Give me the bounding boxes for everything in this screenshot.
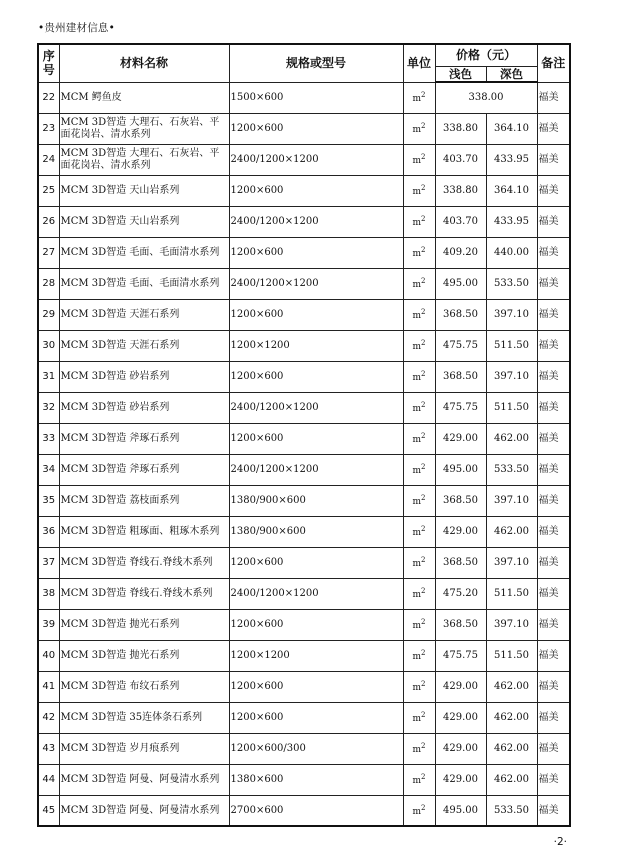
unit-base: m [412,248,422,259]
table-row [38,392,570,423]
price-light: 403.70 [435,206,486,237]
page-number: ·2· [553,836,567,848]
price-light: 429.00 [435,516,486,547]
row-number: 26 [38,206,59,237]
row-number: 23 [38,113,59,144]
table-row [38,733,570,764]
table-row [38,485,570,516]
table-row [38,640,570,671]
row-number: 44 [38,764,59,795]
unit-base: m [412,465,422,476]
unit-power: 2 [421,214,426,223]
price-dark: 533.50 [486,454,537,485]
unit-base: m [412,279,422,290]
spec-value: 1200×600 [229,671,403,702]
price-dark: 511.50 [486,578,537,609]
price-light: 475.20 [435,578,486,609]
price-dark: 397.10 [486,361,537,392]
spec-value: 1380×600 [229,764,403,795]
unit-cell [403,237,435,268]
unit-cell [403,485,435,516]
unit-base: m [412,403,422,414]
table-row [38,361,570,392]
table-row [38,423,570,454]
price-dark: 397.10 [486,299,537,330]
spec-value: 2400/1200×1200 [229,392,403,423]
material-name: MCM 3D智造 砂岩系列 [59,361,229,392]
material-name: MCM 3D智造 大理石、石灰岩、平面花岗岩、清水系列 [59,113,229,144]
note-cell: 福美 [537,299,570,330]
unit-cell [403,268,435,299]
row-number: 35 [38,485,59,516]
price-dark: 462.00 [486,702,537,733]
page-header: •贵州建材信息• [38,22,115,34]
column-header-unit: 单位 [403,44,435,82]
row-number: 24 [38,144,59,175]
spec-value: 1500×600 [229,82,403,113]
price-light: 368.50 [435,609,486,640]
column-header-no-line1: 序 [42,49,55,64]
unit-cell [403,795,435,826]
column-header-light: 浅色 [435,66,486,82]
unit-cell [403,299,435,330]
spec-value: 1200×600/300 [229,733,403,764]
unit-base: m [412,310,422,321]
price-light: 403.70 [435,144,486,175]
material-name: MCM 3D智造 毛面、毛面清水系列 [59,268,229,299]
spec-value: 1200×600 [229,175,403,206]
spec-value: 1200×1200 [229,330,403,361]
unit-power: 2 [421,462,426,471]
unit-cell [403,671,435,702]
note-cell: 福美 [537,640,570,671]
material-name: MCM 3D智造 布纹石系列 [59,671,229,702]
unit-cell [403,392,435,423]
unit-base: m [412,775,422,786]
spec-value: 1200×600 [229,361,403,392]
material-name: MCM 3D智造 阿曼、阿曼清水系列 [59,795,229,826]
price-light: 475.75 [435,392,486,423]
unit-cell [403,330,435,361]
spec-value: 2400/1200×1200 [229,454,403,485]
material-name: MCM 3D智造 天山岩系列 [59,206,229,237]
unit-base: m [412,434,422,445]
note-cell: 福美 [537,175,570,206]
spec-value: 1200×600 [229,113,403,144]
unit-power: 2 [421,152,426,161]
note-cell: 福美 [537,361,570,392]
note-cell: 福美 [537,671,570,702]
unit-cell [403,423,435,454]
unit-power: 2 [421,617,426,626]
unit-base: m [412,527,422,538]
unit-cell [403,144,435,175]
material-name: MCM 3D智造 脊线石.脊线木系列 [59,547,229,578]
unit-power: 2 [421,276,426,285]
price-light: 429.00 [435,764,486,795]
note-cell: 福美 [537,237,570,268]
table-row [38,330,570,361]
spec-value: 1200×600 [229,702,403,733]
table-row [38,299,570,330]
spec-value: 1200×600 [229,299,403,330]
row-number: 34 [38,454,59,485]
table-row [38,578,570,609]
unit-cell [403,516,435,547]
unit-base: m [412,124,422,135]
material-name: MCM 3D智造 脊线石.脊线木系列 [59,578,229,609]
note-cell: 福美 [537,268,570,299]
unit-cell [403,454,435,485]
unit-cell [403,82,435,113]
price-dark: 462.00 [486,671,537,702]
note-cell: 福美 [537,423,570,454]
price-dark: 440.00 [486,237,537,268]
price-dark: 364.10 [486,113,537,144]
table-row [38,702,570,733]
table-row [38,547,570,578]
price-dark: 533.50 [486,795,537,826]
unit-cell [403,547,435,578]
note-cell: 福美 [537,609,570,640]
material-name: MCM 3D智造 大理石、石灰岩、平面花岗岩、清水系列 [59,144,229,175]
material-name: MCM 3D智造 毛面、毛面清水系列 [59,237,229,268]
price-light: 429.00 [435,702,486,733]
price-light: 409.20 [435,237,486,268]
price-light: 495.00 [435,795,486,826]
price-dark: 364.10 [486,175,537,206]
material-name: MCM 3D智造 抛光石系列 [59,609,229,640]
column-header-name: 材料名称 [59,44,229,82]
table-row [38,268,570,299]
price-light: 368.50 [435,299,486,330]
table-row [38,764,570,795]
unit-power: 2 [421,245,426,254]
unit-cell [403,640,435,671]
unit-base: m [412,620,422,631]
unit-base: m [412,186,422,197]
material-name: MCM 鳄鱼皮 [59,82,229,113]
unit-base: m [412,93,422,104]
price-dark: 397.10 [486,547,537,578]
table-row [38,237,570,268]
unit-power: 2 [421,121,426,130]
material-name: MCM 3D智造 天涯石系列 [59,299,229,330]
material-name: MCM 3D智造 荔枝面系列 [59,485,229,516]
unit-power: 2 [421,369,426,378]
column-header-note: 备注 [537,44,570,82]
material-name: MCM 3D智造 粗琢面、粗琢木系列 [59,516,229,547]
spec-value: 1380/900×600 [229,516,403,547]
spec-value: 2400/1200×1200 [229,144,403,175]
table-row [38,516,570,547]
row-number: 36 [38,516,59,547]
note-cell: 福美 [537,764,570,795]
row-number: 22 [38,82,59,113]
spec-value: 2400/1200×1200 [229,578,403,609]
material-name: MCM 3D智造 斧琢石系列 [59,454,229,485]
table-row [38,609,570,640]
unit-cell [403,361,435,392]
spec-value: 1200×600 [229,609,403,640]
column-header-no [38,44,59,82]
note-cell: 福美 [537,795,570,826]
unit-power: 2 [421,338,426,347]
price-light: 429.00 [435,733,486,764]
price-light: 495.00 [435,268,486,299]
material-name: MCM 3D智造 抛光石系列 [59,640,229,671]
unit-cell [403,609,435,640]
note-cell: 福美 [537,454,570,485]
price-dark: 433.95 [486,144,537,175]
row-number: 32 [38,392,59,423]
unit-cell [403,175,435,206]
material-name: MCM 3D智造 天涯石系列 [59,330,229,361]
row-number: 38 [38,578,59,609]
price-dark: 462.00 [486,423,537,454]
price-dark: 511.50 [486,392,537,423]
spec-value: 2400/1200×1200 [229,206,403,237]
material-name: MCM 3D智造 天山岩系列 [59,175,229,206]
row-number: 43 [38,733,59,764]
note-cell: 福美 [537,578,570,609]
material-name: MCM 3D智造 阿曼、阿曼清水系列 [59,764,229,795]
row-number: 29 [38,299,59,330]
row-number: 30 [38,330,59,361]
unit-power: 2 [421,586,426,595]
table-row [38,206,570,237]
price-dark: 397.10 [486,485,537,516]
price-dark: 511.50 [486,330,537,361]
unit-power: 2 [421,772,426,781]
row-number: 27 [38,237,59,268]
note-cell: 福美 [537,144,570,175]
unit-cell [403,764,435,795]
unit-power: 2 [421,741,426,750]
note-cell: 福美 [537,485,570,516]
column-header-price: 价格（元） [435,44,537,66]
spec-value: 1200×1200 [229,640,403,671]
table-row [38,175,570,206]
unit-base: m [412,651,422,662]
unit-cell [403,206,435,237]
table-row [38,454,570,485]
table-body [38,82,570,826]
unit-power: 2 [421,710,426,719]
note-cell: 福美 [537,702,570,733]
note-cell: 福美 [537,392,570,423]
unit-power: 2 [421,524,426,533]
table-row [38,795,570,826]
unit-power: 2 [421,648,426,657]
note-cell: 福美 [537,113,570,144]
unit-power: 2 [421,493,426,502]
unit-cell [403,578,435,609]
unit-cell [403,113,435,144]
note-cell: 福美 [537,516,570,547]
price-light: 368.50 [435,547,486,578]
price-light: 475.75 [435,640,486,671]
unit-power: 2 [421,679,426,688]
price-dark: 433.95 [486,206,537,237]
price-merged: 338.00 [435,82,537,113]
row-number: 45 [38,795,59,826]
material-name: MCM 3D智造 35连体条石系列 [59,702,229,733]
price-light: 475.75 [435,330,486,361]
unit-base: m [412,558,422,569]
note-cell: 福美 [537,330,570,361]
table-row [38,82,570,113]
price-light: 495.00 [435,454,486,485]
price-dark: 462.00 [486,516,537,547]
price-dark: 462.00 [486,764,537,795]
spec-value: 1200×600 [229,547,403,578]
table-row [38,671,570,702]
price-light: 368.50 [435,485,486,516]
price-light: 338.80 [435,113,486,144]
row-number: 40 [38,640,59,671]
unit-power: 2 [421,183,426,192]
unit-power: 2 [421,431,426,440]
price-light: 429.00 [435,423,486,454]
row-number: 31 [38,361,59,392]
unit-power: 2 [421,400,426,409]
price-light: 368.50 [435,361,486,392]
spec-value: 1200×600 [229,423,403,454]
note-cell: 福美 [537,733,570,764]
price-dark: 511.50 [486,640,537,671]
row-number: 37 [38,547,59,578]
column-header-dark: 深色 [486,66,537,82]
unit-power: 2 [421,307,426,316]
row-number: 39 [38,609,59,640]
spec-value: 2700×600 [229,795,403,826]
material-name: MCM 3D智造 斧琢石系列 [59,423,229,454]
unit-base: m [412,217,422,228]
spec-value: 2400/1200×1200 [229,268,403,299]
note-cell: 福美 [537,82,570,113]
unit-base: m [412,155,422,166]
price-table [37,43,571,827]
note-cell: 福美 [537,206,570,237]
price-light: 338.80 [435,175,486,206]
row-number: 42 [38,702,59,733]
row-number: 33 [38,423,59,454]
column-header-no-line2: 号 [42,63,55,78]
unit-power: 2 [421,555,426,564]
unit-cell [403,702,435,733]
material-name: MCM 3D智造 砂岩系列 [59,392,229,423]
unit-base: m [412,806,422,817]
column-header-spec: 规格或型号 [229,44,403,82]
spec-value: 1380/900×600 [229,485,403,516]
row-number: 28 [38,268,59,299]
spec-value: 1200×600 [229,237,403,268]
unit-base: m [412,744,422,755]
price-dark: 397.10 [486,609,537,640]
unit-cell [403,733,435,764]
unit-power: 2 [421,90,426,99]
row-number: 41 [38,671,59,702]
unit-base: m [412,341,422,352]
note-cell: 福美 [537,547,570,578]
unit-base: m [412,496,422,507]
table-row [38,144,570,175]
price-dark: 533.50 [486,268,537,299]
row-number: 25 [38,175,59,206]
unit-power: 2 [421,803,426,812]
unit-base: m [412,713,422,724]
table-row [38,113,570,144]
price-dark: 462.00 [486,733,537,764]
price-light: 429.00 [435,671,486,702]
material-name: MCM 3D智造 岁月痕系列 [59,733,229,764]
unit-base: m [412,682,422,693]
unit-base: m [412,372,422,383]
unit-base: m [412,589,422,600]
